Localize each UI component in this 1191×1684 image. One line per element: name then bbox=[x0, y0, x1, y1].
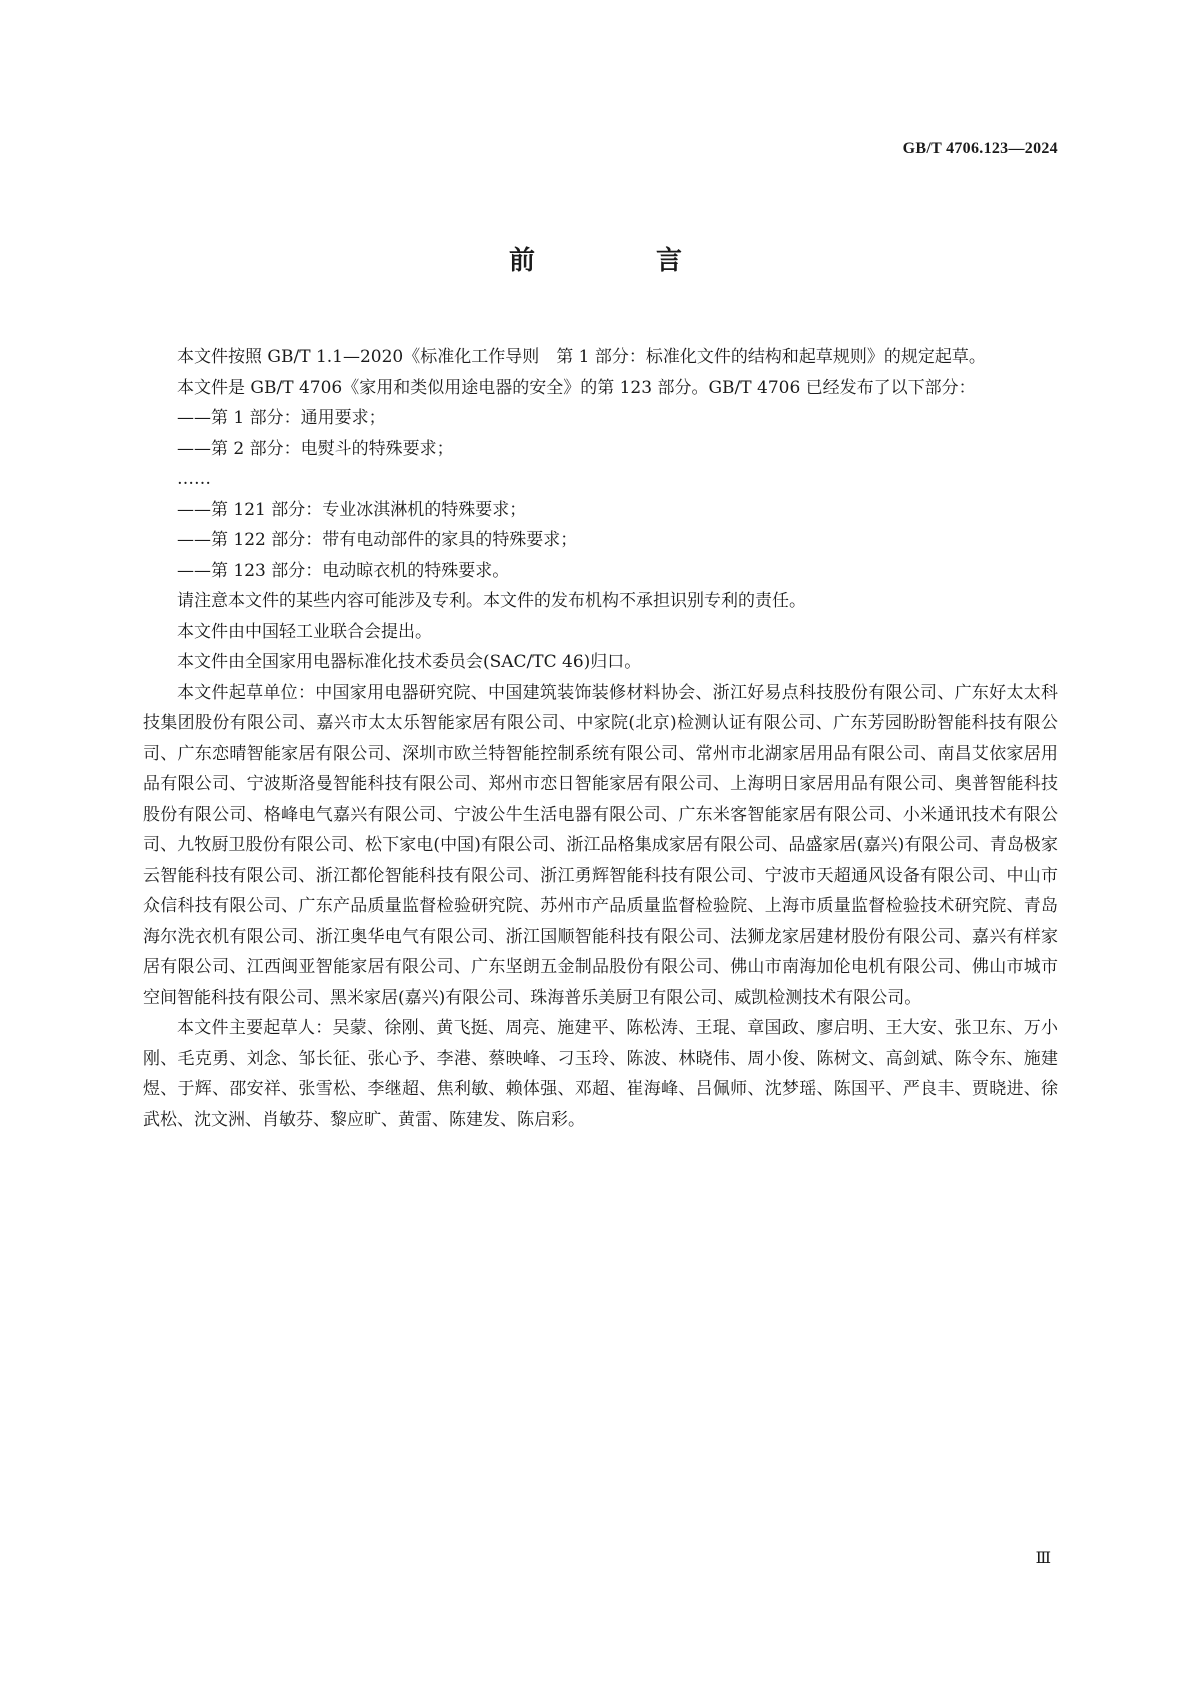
standard-number: GB/T 4706.123—2024 bbox=[902, 140, 1058, 157]
paragraph-drafting-units: 本文件起草单位：中国家用电器研究院、中国建筑装饰装修材料协会、浙江好易点科技股份有限公司、广东好太太科技集团股份有限公司、嘉兴市太太乐智能家居有限公司、中家院(北京)检测认证有限公司、广东芳园盼盼智能科技有限公司、广东恋晴智能家居有限公司、深圳市欧兰特智能控制系统有限公司、常州市北湖家居用品有限公司、南昌艾依家居用品有限公司、宁波斯洛曼智能科技有限公司、郑州市恋日智能家居有限公司、上海明日家居用品有限公司、奥普智能科技股份有限公司、格峰电气嘉兴有限公司、宁波公牛生活电器有限公司、广东米客智能家居有限公司、小米通讯技术有限公司、九牧厨卫股份有限公司、松下家电(中国)有限公司、浙江品格集成家居有限公司、品盛家居(嘉兴)有限公司、青岛极家云智能科技有限公司、浙江都伦智能科技有限公司、浙江勇辉智能科技有限公司、宁波市天超通风设备有限公司、中山市众信科技有限公司、广东产品质量监督检验研究院、苏州市产品质量监督检验院、上海市质量监督检验技术研究院、青岛海尔洗衣机有限公司、浙江奥华电气有限公司、浙江国顺智能科技有限公司、法狮龙家居建材股份有限公司、嘉兴有样家居有限公司、江西闽亚智能家居有限公司、广东坚朗五金制品股份有限公司、佛山市南海加伦电机有限公司、佛山市城市空间智能科技有限公司、黑米家居(嘉兴)有限公司、珠海普乐美厨卫有限公司、威凯检测技术有限公司。 bbox=[143, 682, 1058, 1008]
paragraph-drafters: 本文件主要起草人：吴蒙、徐刚、黄飞挺、周亮、施建平、陈松涛、王琨、章国政、廖启明、王大安、张卫东、万小刚、毛克勇、刘念、邹长征、张心予、李港、蔡映峰、刁玉玲、陈波、林晓伟、周小俊、陈树文、高剑斌、陈令东、施建煜、于辉、邵安祥、张雪松、李继超、焦利敏、赖体强、邓超、崔海峰、吕佩师、沈梦瑶、陈国平、严良丰、贾晓进、徐武松、沈文洲、肖敏芬、黎应旷、黄雷、陈建发、陈启彩。 bbox=[143, 1018, 1058, 1130]
paragraph-series-info: 本文件是 GB/T 4706《家用和类似用途电器的安全》的第 123 部分。GB/T 4706 已经发布了以下部分： bbox=[177, 377, 976, 398]
foreword-body bbox=[143, 342, 1058, 1135]
paragraph-committee: 本文件由全国家用电器标准化技术委员会(SAC/TC 46)归口。 bbox=[177, 652, 642, 672]
parts-list-first bbox=[143, 403, 1058, 464]
list-item: ——第 123 部分：电动晾衣机的特殊要求。 bbox=[177, 560, 510, 581]
list-item: ——第 1 部分：通用要求； bbox=[177, 408, 386, 428]
paragraph-patent-notice: 请注意本文件的某些内容可能涉及专利。本文件的发布机构不承担识别专利的责任。 bbox=[177, 591, 806, 611]
page-number: Ⅲ bbox=[1035, 1550, 1051, 1567]
page-title: 前 言 bbox=[508, 246, 739, 276]
list-item: ——第 121 部分：专业冰淇淋机的特殊要求； bbox=[177, 499, 527, 520]
paragraph-drafting-rules: 本文件按照 GB/T 1.1—2020《标准化工作导则 第 1 部分：标准化文件的结构和起草规则》的规定起草。 bbox=[177, 347, 986, 367]
list-item: ——第 122 部分：带有电动部件的家具的特殊要求； bbox=[177, 530, 578, 550]
parts-list-last bbox=[143, 495, 1058, 587]
ellipsis: …… bbox=[177, 469, 211, 489]
list-item: ——第 2 部分：电熨斗的特殊要求； bbox=[177, 438, 454, 459]
paragraph-proposer: 本文件由中国轻工业联合会提出。 bbox=[177, 621, 432, 642]
